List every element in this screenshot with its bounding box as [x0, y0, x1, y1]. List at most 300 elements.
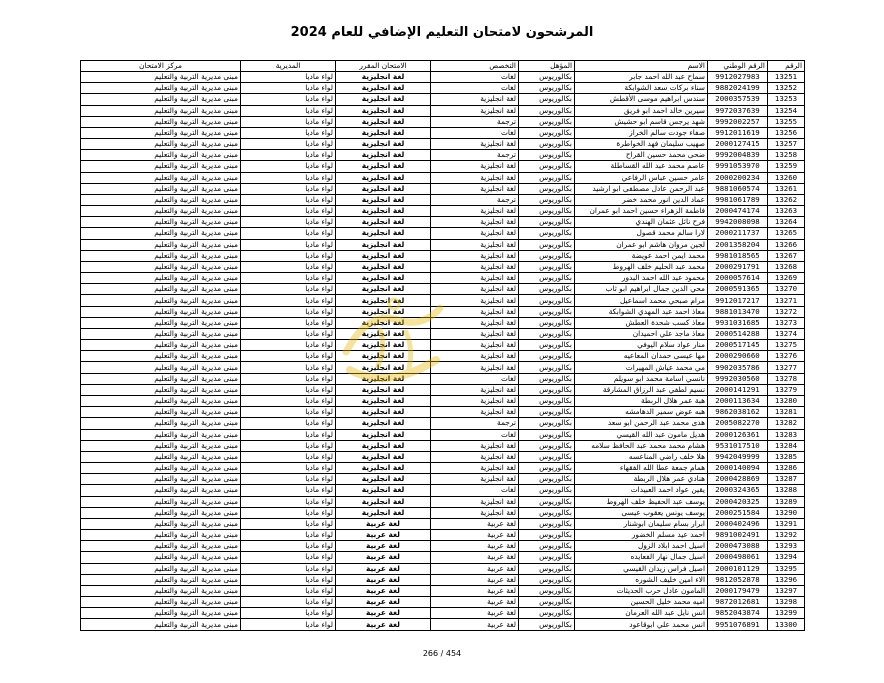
- national-id-cell: 9852043874: [708, 608, 768, 619]
- directorate-cell: لواء ماديا: [241, 306, 336, 317]
- row-number-cell: 13255: [768, 116, 805, 127]
- table-row: [81, 72, 805, 83]
- exam-center-cell: مبنى مديرية التربية والتعليم: [81, 72, 241, 83]
- directorate-cell: لواء ماديا: [241, 94, 336, 105]
- directorate-cell: لواء ماديا: [241, 83, 336, 94]
- national-id-cell: 2000127415: [708, 139, 768, 150]
- exam-subject-cell: لغة عربية: [336, 574, 431, 585]
- table-row: [81, 485, 805, 496]
- qualification-cell: بكالوريوس: [519, 116, 575, 127]
- major-cell: لغة انجليزية: [431, 384, 519, 395]
- national-id-cell: 2000200234: [708, 172, 768, 183]
- column-header-national-id: الرقم الوطني: [708, 61, 768, 72]
- candidate-name-cell: هبه عوض سمير الدهامشه: [575, 407, 708, 418]
- exam-center-cell: مبنى مديرية التربية والتعليم: [81, 496, 241, 507]
- exam-center-cell: مبنى مديرية التربية والتعليم: [81, 228, 241, 239]
- candidate-name-cell: الاء امين خليف الشوره: [575, 574, 708, 585]
- directorate-cell: لواء ماديا: [241, 150, 336, 161]
- row-number-cell: 13253: [768, 94, 805, 105]
- qualification-cell: بكالوريوس: [519, 485, 575, 496]
- exam-center-cell: مبنى مديرية التربية والتعليم: [81, 239, 241, 250]
- exam-center-cell: مبنى مديرية التربية والتعليم: [81, 518, 241, 529]
- exam-subject-cell: لغة انجليزية: [336, 395, 431, 406]
- exam-center-cell: مبنى مديرية التربية والتعليم: [81, 150, 241, 161]
- exam-subject-cell: لغة انجليزية: [336, 463, 431, 474]
- qualification-cell: بكالوريوس: [519, 541, 575, 552]
- row-number-cell: 13297: [768, 585, 805, 596]
- major-cell: لغة انجليزية: [431, 451, 519, 462]
- candidate-name-cell: يقين عواد احمد العبيدات: [575, 485, 708, 496]
- row-number-cell: 13293: [768, 541, 805, 552]
- table-row: [81, 194, 805, 205]
- exam-subject-cell: لغة انجليزية: [336, 194, 431, 205]
- row-number-cell: 13266: [768, 239, 805, 250]
- candidate-name-cell: اسيل جمال نهار الفعايده: [575, 552, 708, 563]
- major-cell: لغة عربية: [431, 597, 519, 608]
- directorate-cell: لواء ماديا: [241, 608, 336, 619]
- directorate-cell: لواء ماديا: [241, 228, 336, 239]
- exam-center-cell: مبنى مديرية التربية والتعليم: [81, 250, 241, 261]
- candidate-name-cell: احمد عيد مسلم الخضور: [575, 530, 708, 541]
- row-number-cell: 13257: [768, 139, 805, 150]
- major-cell: لغة عربية: [431, 518, 519, 529]
- exam-center-cell: مبنى مديرية التربية والتعليم: [81, 485, 241, 496]
- major-cell: لغة انجليزية: [431, 306, 519, 317]
- national-id-cell: 9882024199: [708, 83, 768, 94]
- candidate-name-cell: معاذ كسب شحدة العطش: [575, 317, 708, 328]
- candidate-name-cell: يوسف عبد الحفيظ خلف الهروط: [575, 496, 708, 507]
- row-number-cell: 13283: [768, 429, 805, 440]
- table-row: [81, 295, 805, 306]
- directorate-cell: لواء ماديا: [241, 328, 336, 339]
- candidate-name-cell: منار عواد سلام اليوفي: [575, 340, 708, 351]
- table-row: [81, 451, 805, 462]
- qualification-cell: بكالوريوس: [519, 306, 575, 317]
- candidate-name-cell: سناء بركات سعد الشوابكة: [575, 83, 708, 94]
- table-row: [81, 619, 805, 630]
- directorate-cell: لواء ماديا: [241, 317, 336, 328]
- exam-subject-cell: لغة عربية: [336, 597, 431, 608]
- directorate-cell: لواء ماديا: [241, 552, 336, 563]
- row-number-cell: 13286: [768, 463, 805, 474]
- major-cell: لغة انجليزية: [431, 407, 519, 418]
- exam-subject-cell: لغة انجليزية: [336, 373, 431, 384]
- qualification-cell: بكالوريوس: [519, 429, 575, 440]
- exam-center-cell: مبنى مديرية التربية والتعليم: [81, 574, 241, 585]
- table-row: [81, 507, 805, 518]
- qualification-cell: بكالوريوس: [519, 72, 575, 83]
- column-header-number: الرقم: [768, 61, 805, 72]
- table-row: [81, 206, 805, 217]
- directorate-cell: لواء ماديا: [241, 474, 336, 485]
- national-id-cell: 9912011619: [708, 127, 768, 138]
- candidate-name-cell: عماد الدين انور محمد خضر: [575, 194, 708, 205]
- qualification-cell: بكالوريوس: [519, 474, 575, 485]
- exam-center-cell: مبنى مديرية التربية والتعليم: [81, 429, 241, 440]
- national-id-cell: 9531017510: [708, 440, 768, 451]
- column-header-center: مركز الامتحان: [81, 61, 241, 72]
- row-number-cell: 13268: [768, 261, 805, 272]
- exam-subject-cell: لغة انجليزية: [336, 351, 431, 362]
- national-id-cell: 2000251584: [708, 507, 768, 518]
- major-cell: لغة انجليزية: [431, 250, 519, 261]
- national-id-cell: 2005082270: [708, 418, 768, 429]
- directorate-cell: لواء ماديا: [241, 585, 336, 596]
- candidate-name-cell: عاصم محمد عبد الله القساطلة: [575, 161, 708, 172]
- major-cell: ترجمة: [431, 194, 519, 205]
- candidate-name-cell: ابرار بسام سليمان ابوشنار: [575, 518, 708, 529]
- qualification-cell: بكالوريوس: [519, 284, 575, 295]
- directorate-cell: لواء ماديا: [241, 351, 336, 362]
- candidate-name-cell: انس محمد علي ابوقاعود: [575, 619, 708, 630]
- row-number-cell: 13265: [768, 228, 805, 239]
- table-row: [81, 284, 805, 295]
- exam-subject-cell: لغة عربية: [336, 563, 431, 574]
- exam-subject-cell: لغة انجليزية: [336, 306, 431, 317]
- directorate-cell: لواء ماديا: [241, 395, 336, 406]
- page-number: 266 / 454: [422, 649, 462, 658]
- exam-center-cell: مبنى مديرية التربية والتعليم: [81, 563, 241, 574]
- exam-center-cell: مبنى مديرية التربية والتعليم: [81, 418, 241, 429]
- candidate-name-cell: صفاء جودت سالم الخراز: [575, 127, 708, 138]
- major-cell: ترجمة: [431, 150, 519, 161]
- row-number-cell: 13276: [768, 351, 805, 362]
- major-cell: لغات: [431, 83, 519, 94]
- major-cell: لغة انجليزية: [431, 183, 519, 194]
- exam-center-cell: مبنى مديرية التربية والتعليم: [81, 407, 241, 418]
- major-cell: لغات: [431, 429, 519, 440]
- candidate-name-cell: مرام صبحي محمد اسماعيل: [575, 295, 708, 306]
- qualification-cell: بكالوريوس: [519, 239, 575, 250]
- major-cell: لغات: [431, 127, 519, 138]
- exam-subject-cell: لغة انجليزية: [336, 261, 431, 272]
- row-number-cell: 13290: [768, 507, 805, 518]
- exam-center-cell: مبنى مديرية التربية والتعليم: [81, 597, 241, 608]
- exam-center-cell: مبنى مديرية التربية والتعليم: [81, 139, 241, 150]
- candidate-name-cell: محمد عبد الحليم خلف الهروط: [575, 261, 708, 272]
- national-id-cell: 9992030560: [708, 373, 768, 384]
- candidate-name-cell: لجين مروان هاشم ابو عمران: [575, 239, 708, 250]
- row-number-cell: 13278: [768, 373, 805, 384]
- national-id-cell: 9912017217: [708, 295, 768, 306]
- exam-center-cell: مبنى مديرية التربية والتعليم: [81, 183, 241, 194]
- qualification-cell: بكالوريوس: [519, 206, 575, 217]
- major-cell: لغات: [431, 373, 519, 384]
- row-number-cell: 13259: [768, 161, 805, 172]
- exam-center-cell: مبنى مديرية التربية والتعليم: [81, 362, 241, 373]
- qualification-cell: بكالوريوس: [519, 574, 575, 585]
- major-cell: لغة عربية: [431, 563, 519, 574]
- table-row: [81, 440, 805, 451]
- table-row: [81, 127, 805, 138]
- table-row: [81, 384, 805, 395]
- row-number-cell: 13296: [768, 574, 805, 585]
- row-number-cell: 13252: [768, 83, 805, 94]
- national-id-cell: 2000140094: [708, 463, 768, 474]
- major-cell: لغة انجليزية: [431, 440, 519, 451]
- exam-subject-cell: لغة عربية: [336, 530, 431, 541]
- exam-subject-cell: لغة عربية: [336, 585, 431, 596]
- national-id-cell: 2000402496: [708, 518, 768, 529]
- row-number-cell: 13275: [768, 340, 805, 351]
- table-row: [81, 250, 805, 261]
- national-id-cell: 9931031685: [708, 317, 768, 328]
- exam-subject-cell: لغة انجليزية: [336, 161, 431, 172]
- table-row: [81, 541, 805, 552]
- major-cell: لغة انجليزية: [431, 105, 519, 116]
- directorate-cell: لواء ماديا: [241, 429, 336, 440]
- table-row: [81, 496, 805, 507]
- qualification-cell: بكالوريوس: [519, 395, 575, 406]
- directorate-cell: لواء ماديا: [241, 597, 336, 608]
- national-id-cell: 2000428869: [708, 474, 768, 485]
- major-cell: لغة انجليزية: [431, 507, 519, 518]
- exam-subject-cell: لغة عربية: [336, 541, 431, 552]
- table-row: [81, 228, 805, 239]
- exam-subject-cell: لغة انجليزية: [336, 418, 431, 429]
- table-row: [81, 161, 805, 172]
- qualification-cell: بكالوريوس: [519, 373, 575, 384]
- exam-center-cell: مبنى مديرية التربية والتعليم: [81, 373, 241, 384]
- major-cell: لغة انجليزية: [431, 463, 519, 474]
- table-row: [81, 273, 805, 284]
- candidate-name-cell: محمد ايمن احمد عويضة: [575, 250, 708, 261]
- exam-center-cell: مبنى مديرية التربية والتعليم: [81, 206, 241, 217]
- table-row: [81, 585, 805, 596]
- row-number-cell: 13279: [768, 384, 805, 395]
- candidate-name-cell: هلا خلف راضي المناعسه: [575, 451, 708, 462]
- candidate-name-cell: مي محمد عياش المهيرات: [575, 362, 708, 373]
- national-id-cell: 9912027983: [708, 72, 768, 83]
- qualification-cell: بكالوريوس: [519, 317, 575, 328]
- exam-center-cell: مبنى مديرية التربية والتعليم: [81, 273, 241, 284]
- candidate-name-cell: هديل مامون عبد الله القيسي: [575, 429, 708, 440]
- directorate-cell: لواء ماديا: [241, 407, 336, 418]
- row-number-cell: 13295: [768, 563, 805, 574]
- candidate-name-cell: نانسي اسامة محمد ابو سويلم: [575, 373, 708, 384]
- national-id-cell: 2000179479: [708, 585, 768, 596]
- exam-subject-cell: لغة انجليزية: [336, 496, 431, 507]
- exam-center-cell: مبنى مديرية التربية والتعليم: [81, 295, 241, 306]
- exam-subject-cell: لغة انجليزية: [336, 217, 431, 228]
- qualification-cell: بكالوريوس: [519, 440, 575, 451]
- qualification-cell: بكالوريوس: [519, 340, 575, 351]
- column-header-name: الاسم: [575, 61, 708, 72]
- major-cell: لغة عربية: [431, 552, 519, 563]
- exam-center-cell: مبنى مديرية التربية والتعليم: [81, 384, 241, 395]
- exam-subject-cell: لغة انجليزية: [336, 139, 431, 150]
- exam-subject-cell: لغة انجليزية: [336, 284, 431, 295]
- qualification-cell: بكالوريوس: [519, 507, 575, 518]
- major-cell: لغات: [431, 485, 519, 496]
- national-id-cell: 2000113634: [708, 395, 768, 406]
- qualification-cell: بكالوريوس: [519, 552, 575, 563]
- national-id-cell: 9872012681: [708, 597, 768, 608]
- qualification-cell: بكالوريوس: [519, 172, 575, 183]
- row-number-cell: 13277: [768, 362, 805, 373]
- qualification-cell: بكالوريوس: [519, 139, 575, 150]
- candidate-name-cell: اصيل فراس زيدان القيسي: [575, 563, 708, 574]
- row-number-cell: 13256: [768, 127, 805, 138]
- row-number-cell: 13300: [768, 619, 805, 630]
- table-row: [81, 474, 805, 485]
- exam-center-cell: مبنى مديرية التربية والتعليم: [81, 105, 241, 116]
- candidate-name-cell: مها عيسى حمدان المعاعيه: [575, 351, 708, 362]
- exam-center-cell: مبنى مديرية التربية والتعليم: [81, 619, 241, 630]
- exam-subject-cell: لغة عربية: [336, 608, 431, 619]
- row-number-cell: 13260: [768, 172, 805, 183]
- national-id-cell: 9992004839: [708, 150, 768, 161]
- exam-center-cell: مبنى مديرية التربية والتعليم: [81, 440, 241, 451]
- row-number-cell: 13267: [768, 250, 805, 261]
- table-row: [81, 116, 805, 127]
- qualification-cell: بكالوريوس: [519, 250, 575, 261]
- exam-center-cell: مبنى مديرية التربية والتعليم: [81, 116, 241, 127]
- column-header-exam: الامتحان المقرر: [336, 61, 431, 72]
- row-number-cell: 13292: [768, 530, 805, 541]
- qualification-cell: بكالوريوس: [519, 585, 575, 596]
- national-id-cell: 2000126361: [708, 429, 768, 440]
- exam-center-cell: مبنى مديرية التربية والتعليم: [81, 585, 241, 596]
- national-id-cell: 2000357539: [708, 94, 768, 105]
- directorate-cell: لواء ماديا: [241, 619, 336, 630]
- candidate-name-cell: هشام محمد محمد عبد الحافظ سلامه: [575, 440, 708, 451]
- row-number-cell: 13272: [768, 306, 805, 317]
- major-cell: ترجمة: [431, 418, 519, 429]
- exam-subject-cell: لغة انجليزية: [336, 507, 431, 518]
- candidate-name-cell: هدى محمد عبد الرحمن ابو سعد: [575, 418, 708, 429]
- major-cell: لغة انجليزية: [431, 172, 519, 183]
- exam-center-cell: مبنى مديرية التربية والتعليم: [81, 541, 241, 552]
- national-id-cell: 2000498061: [708, 552, 768, 563]
- directorate-cell: لواء ماديا: [241, 418, 336, 429]
- directorate-cell: لواء ماديا: [241, 485, 336, 496]
- national-id-cell: 2000291791: [708, 261, 768, 272]
- directorate-cell: لواء ماديا: [241, 194, 336, 205]
- national-id-cell: 2000514288: [708, 328, 768, 339]
- national-id-cell: 9891002491: [708, 530, 768, 541]
- national-id-cell: 2000420325: [708, 496, 768, 507]
- row-number-cell: 13263: [768, 206, 805, 217]
- qualification-cell: بكالوريوس: [519, 518, 575, 529]
- candidate-name-cell: عامر حسين عباس الرفاعي: [575, 172, 708, 183]
- table-row: [81, 139, 805, 150]
- major-cell: لغة انجليزية: [431, 239, 519, 250]
- national-id-cell: 9881060574: [708, 183, 768, 194]
- directorate-cell: لواء ماديا: [241, 574, 336, 585]
- directorate-cell: لواء ماديا: [241, 172, 336, 183]
- exam-subject-cell: لغة انجليزية: [336, 328, 431, 339]
- directorate-cell: لواء ماديا: [241, 239, 336, 250]
- table-row: [81, 552, 805, 563]
- qualification-cell: بكالوريوس: [519, 451, 575, 462]
- directorate-cell: لواء ماديا: [241, 530, 336, 541]
- directorate-cell: لواء ماديا: [241, 340, 336, 351]
- table-row: [81, 306, 805, 317]
- major-cell: لغة عربية: [431, 530, 519, 541]
- major-cell: لغة انجليزية: [431, 284, 519, 295]
- national-id-cell: 9951076891: [708, 619, 768, 630]
- table-row: [81, 105, 805, 116]
- table-row: [81, 217, 805, 228]
- exam-center-cell: مبنى مديرية التربية والتعليم: [81, 608, 241, 619]
- major-cell: لغة عربية: [431, 541, 519, 552]
- candidate-name-cell: ضحى محمد حسين القراح: [575, 150, 708, 161]
- table-row: [81, 261, 805, 272]
- directorate-cell: لواء ماديا: [241, 518, 336, 529]
- exam-subject-cell: لغة انجليزية: [336, 451, 431, 462]
- exam-center-cell: مبنى مديرية التربية والتعليم: [81, 463, 241, 474]
- exam-center-cell: مبنى مديرية التربية والتعليم: [81, 474, 241, 485]
- qualification-cell: بكالوريوس: [519, 351, 575, 362]
- table-row: [81, 463, 805, 474]
- row-number-cell: 13264: [768, 217, 805, 228]
- qualification-cell: بكالوريوس: [519, 328, 575, 339]
- row-number-cell: 13269: [768, 273, 805, 284]
- row-number-cell: 13270: [768, 284, 805, 295]
- qualification-cell: بكالوريوس: [519, 127, 575, 138]
- exam-subject-cell: لغة انجليزية: [336, 105, 431, 116]
- row-number-cell: 13274: [768, 328, 805, 339]
- national-id-cell: 9902035786: [708, 362, 768, 373]
- table-row: [81, 574, 805, 585]
- exam-center-cell: مبنى مديرية التربية والتعليم: [81, 194, 241, 205]
- exam-center-cell: مبنى مديرية التربية والتعليم: [81, 530, 241, 541]
- directorate-cell: لواء ماديا: [241, 496, 336, 507]
- qualification-cell: بكالوريوس: [519, 83, 575, 94]
- candidate-name-cell: محمود عبد الله احمد البدور: [575, 273, 708, 284]
- qualification-cell: بكالوريوس: [519, 194, 575, 205]
- row-number-cell: 13281: [768, 407, 805, 418]
- candidate-name-cell: هبة عمر هلال الربطة: [575, 395, 708, 406]
- candidate-name-cell: فاطمة الزهراء حسين احمد ابو عمران: [575, 206, 708, 217]
- table-row: [81, 597, 805, 608]
- directorate-cell: لواء ماديا: [241, 384, 336, 395]
- row-number-cell: 13273: [768, 317, 805, 328]
- candidate-name-cell: سندس ابراهيم موسى الأقطش: [575, 94, 708, 105]
- column-header-major: التخصص: [431, 61, 519, 72]
- exam-subject-cell: لغة انجليزية: [336, 295, 431, 306]
- national-id-cell: 2000474174: [708, 206, 768, 217]
- exam-subject-cell: لغة عربية: [336, 552, 431, 563]
- directorate-cell: لواء ماديا: [241, 541, 336, 552]
- major-cell: لغة انجليزية: [431, 273, 519, 284]
- major-cell: لغة انجليزية: [431, 228, 519, 239]
- exam-subject-cell: لغة انجليزية: [336, 250, 431, 261]
- candidate-name-cell: محي الدين جمال ابراهيم ابو ثاب: [575, 284, 708, 295]
- table-row: [81, 317, 805, 328]
- national-id-cell: 2000290660: [708, 351, 768, 362]
- table-row: [81, 530, 805, 541]
- national-id-cell: 9862038162: [708, 407, 768, 418]
- exam-center-cell: مبنى مديرية التربية والتعليم: [81, 328, 241, 339]
- table-row: [81, 328, 805, 339]
- qualification-cell: بكالوريوس: [519, 161, 575, 172]
- exam-subject-cell: لغة انجليزية: [336, 94, 431, 105]
- table-row: [81, 608, 805, 619]
- exam-subject-cell: لغة انجليزية: [336, 116, 431, 127]
- table-row: [81, 94, 805, 105]
- candidate-name-cell: سيرين خالد احمد ابو فريق: [575, 105, 708, 116]
- candidate-name-cell: سماح عبد الله احمد جابر: [575, 72, 708, 83]
- major-cell: لغة انجليزية: [431, 161, 519, 172]
- table-row: [81, 340, 805, 351]
- exam-center-cell: مبنى مديرية التربية والتعليم: [81, 395, 241, 406]
- major-cell: لغة انجليزية: [431, 295, 519, 306]
- table-row: [81, 150, 805, 161]
- row-number-cell: 13299: [768, 608, 805, 619]
- major-cell: لغة انجليزية: [431, 474, 519, 485]
